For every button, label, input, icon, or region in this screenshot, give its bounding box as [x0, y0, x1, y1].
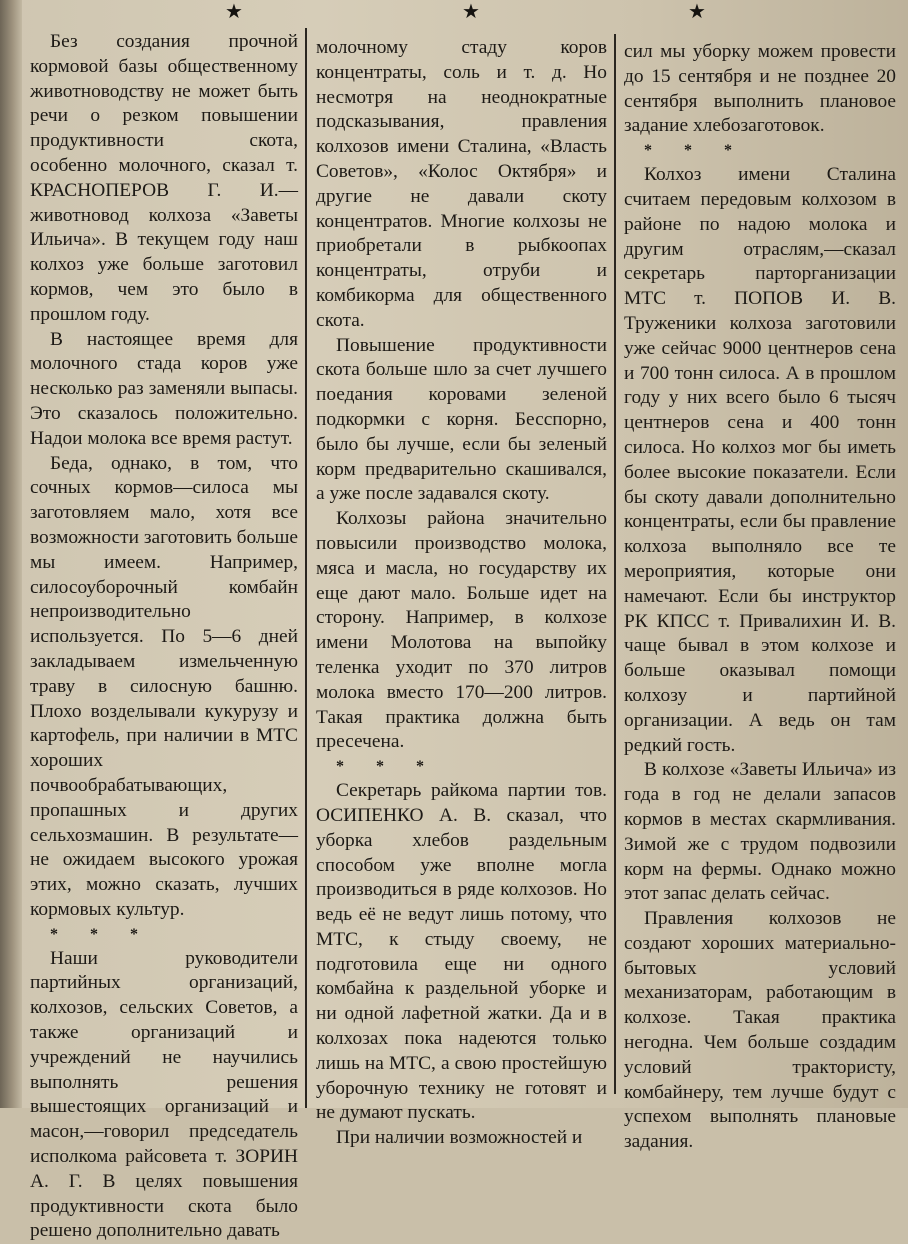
article-paragraph: молочному стаду коров концентраты, соль и т. д. Но несмотря на неоднократные подсказывания, правления колхозов имени Сталина, «Власть Советов», «Колос Октября» и другие не давали скоту концентратов. Многие колхозы не приобретали в рыбкоопах концентраты, отруби и комбикорма для общественного скота.: [316, 37, 607, 331]
section-separator: * * *: [336, 758, 438, 776]
section-separator: * * *: [50, 925, 152, 943]
article-paragraph: Без создания прочной кормовой базы общественному животноводству не может быть речи о резком повышении продуктивности скота, особенно молочного, сказал т. КРАСНОПЕРОВ Г. И.—животновод колхоза «Заветы Ильича». В текущем году наш колхоз уже больше заготовил кормов, чем это было в прошлом году.: [30, 31, 298, 325]
article-paragraph: Колхоз имени Сталина считаем передовым колхозом в районе по надою молока и другим отраслям,—сказал секретарь парторганизации МТС т. ПОПОВ И. В. Труженики колхоза заготовили уже сейчас 9000 центнеров сена и 700 тонн силоса. А в прошлом году у них всего было 6 тысяч центнеров сена и 400 тонн силоса. Но колхоз мог бы иметь более высокие показатели. Если бы скоту давали дополнительно концентраты, если бы правление колхоза выполняло все те мероприятия, которые они намечают. Если бы инструктор РК КПСС т. Привалихин И. В. чаще бывал в этом колхозе и больше оказывал помощи колхозу и партийной организации. А ведь он там редкий гость.: [624, 164, 896, 756]
article-column-2: [316, 36, 607, 1149]
column-divider-1: [305, 28, 307, 1108]
article-paragraph: В настоящее время для молочного стада коров уже несколько раз заменяли выпасы. Это сказалось положительно. Надои молока все время растут.: [30, 328, 298, 449]
article-column-3: [624, 40, 896, 1153]
article-paragraph: В колхозе «Заветы Ильича» из года в год не делали запасов кормов в местах скармливания. Зимой же с трудом подвозили корм на фермы. Однако можно этот запас делать сейчас.: [624, 759, 896, 905]
star-ornament-2: ★: [462, 1, 480, 23]
article-paragraph: Беда, однако, в том, что сочных кормов—силоса мы заготовляем мало, хотя все возможности заготовить больше мы имеем. Например, силосоуборочный комбайн непроизводительно используется. По 5—6 дней закладываем измельченную траву в силосную башню. Плохо возделывали кукурузу и картофель, при наличии в МТС хороших почвообрабатывающих, пропашных и других сельхозмашин. В результате—не ожидаем высокого урожая этих, можно сказать, лучших кормовых культур.: [30, 452, 298, 920]
article-paragraph: Повышение продуктивности скота больше шло за счет лучшего поедания коровами зеленой подкормки с корня. Бесспорно, было бы лучше, если бы зеленый корм предварительно скашивался, а уже после задавался скоту.: [316, 334, 607, 505]
column-divider-2: [614, 34, 616, 1094]
article-paragraph: сил мы уборку можем провести до 15 сентября и не позднее 20 сентября выполнить плановое задание хлебозаготовок.: [624, 41, 896, 137]
article-paragraph: Правления колхозов не создают хороших материально-бытовых условий механизаторам, работающим в колхозе. Такая практика негодна. Чем больше создадим условий трактористу, комбайнеру, тем лучше будут с успехом выполнять плановые задания.: [624, 908, 896, 1153]
article-paragraph: Секретарь райкома партии тов. ОСИПЕНКО А. В. сказал, что уборка хлебов раздельным способом уже вполне могла производиться в ряде колхозов. Но ведь её не ведут лишь потому, что МТС, к стыду своему, не подготовила еще ни одного комбайна к раздельной уборке и ни одной лафетной жатки. Да и в колхозах пока надеются только лишь на МТС, а свою простейшую уборочную технику не готовят и не думают пускать.: [316, 780, 607, 1124]
article-paragraph: Наши руководители партийных организаций, колхозов, сельских Советов, а также организаций и учреждений не научились выполнять решения вышестоящих организаций и масон,—говорил председатель исполкома райсовета т. ЗОРИН А. Г. В целях повышения продуктивности скота было решено дополнительно давать: [30, 947, 298, 1242]
article-column-1: [30, 30, 298, 1242]
star-ornament-3: ★: [688, 1, 706, 23]
article-paragraph: Колхозы района значительно повысили производство молока, мяса и масла, но государству их еще дают мало. Больше идет на сторону. Например, в колхозе имени Молотова на выпойку теленка уходит по 370 литров молока вместо 170—200 литров. Такая практика должна быть пресечена.: [316, 508, 607, 753]
page-binding-edge: [0, 0, 22, 1108]
article-paragraph: При наличии возможностей и: [336, 1127, 583, 1149]
section-separator: * * *: [644, 142, 746, 160]
star-ornament-1: ★: [225, 1, 243, 23]
